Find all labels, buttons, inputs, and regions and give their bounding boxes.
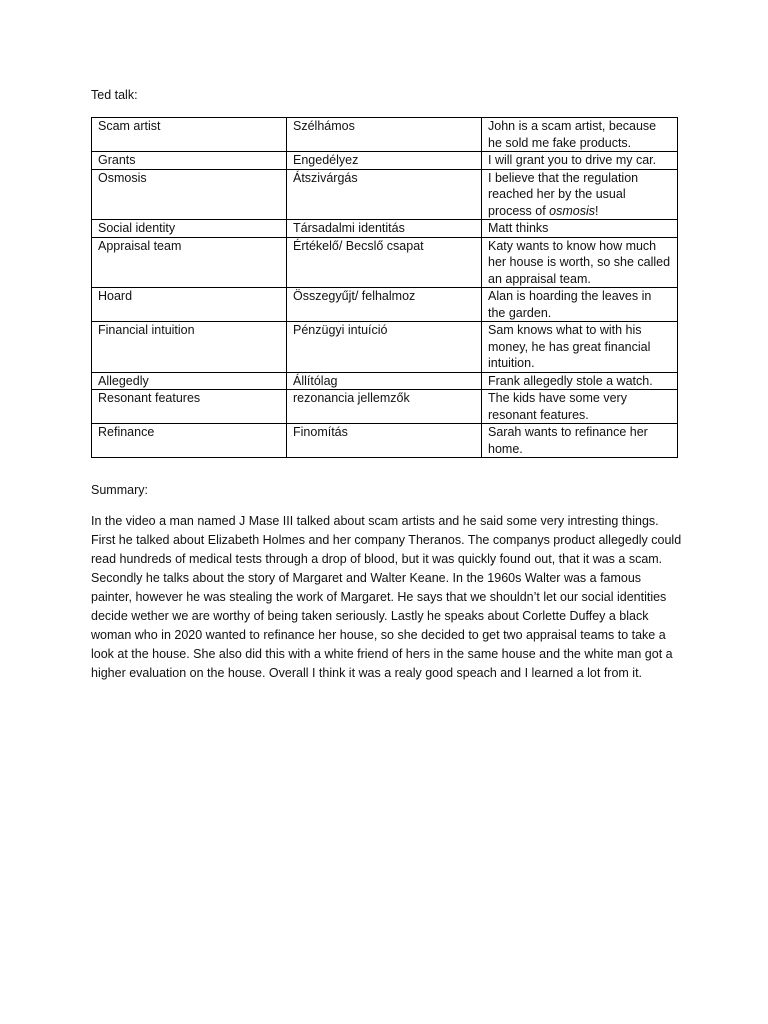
example-sentence: Frank allegedly stole a watch. bbox=[482, 372, 678, 390]
english-term: Allegedly bbox=[92, 372, 287, 390]
hungarian-term: Pénzügyi intuíció bbox=[287, 322, 482, 373]
hungarian-term: Finomítás bbox=[287, 424, 482, 458]
english-term: Appraisal team bbox=[92, 237, 287, 288]
example-sentence: Alan is hoarding the leaves in the garden. bbox=[482, 288, 678, 322]
example-sentence: I believe that the regulation reached her by the usual process of osmosis! bbox=[482, 169, 678, 220]
english-term: Social identity bbox=[92, 220, 287, 238]
table-row bbox=[92, 237, 678, 288]
english-term: Refinance bbox=[92, 424, 287, 458]
vocabulary-table bbox=[91, 117, 678, 458]
english-term: Hoard bbox=[92, 288, 287, 322]
hungarian-term: Társadalmi identitás bbox=[287, 220, 482, 238]
english-term: Resonant features bbox=[92, 390, 287, 424]
table-row bbox=[92, 288, 678, 322]
example-sentence: Sarah wants to refinance her home. bbox=[482, 424, 678, 458]
hungarian-term: Átszivárgás bbox=[287, 169, 482, 220]
english-term: Scam artist bbox=[92, 118, 287, 152]
example-sentence: Katy wants to know how much her house is worth, so she called an appraisal team. bbox=[482, 237, 678, 288]
table-row bbox=[92, 424, 678, 458]
hungarian-term: rezonancia jellemzők bbox=[287, 390, 482, 424]
hungarian-term: Engedélyez bbox=[287, 152, 482, 170]
table-row bbox=[92, 322, 678, 373]
table-row bbox=[92, 390, 678, 424]
example-sentence: Sam knows what to with his money, he has great financial intuition. bbox=[482, 322, 678, 373]
english-term: Osmosis bbox=[92, 169, 287, 220]
hungarian-term: Értékelő/ Becslő csapat bbox=[287, 237, 482, 288]
english-term: Financial intuition bbox=[92, 322, 287, 373]
summary-title: Summary: bbox=[91, 483, 148, 497]
hungarian-term: Állítólag bbox=[287, 372, 482, 390]
table-row bbox=[92, 118, 678, 152]
example-sentence: I will grant you to drive my car. bbox=[482, 152, 678, 170]
table-row bbox=[92, 372, 678, 390]
hungarian-term: Összegyűjt/ felhalmoz bbox=[287, 288, 482, 322]
summary-paragraph: In the video a man named J Mase III talked about scam artists and he said some very intresting things. First he talked about Elizabeth Holmes and her company Theranos. The companys product allegedly could read hundreds of medical tests through a drop of blood, but it was quickly found out, that it was a scam. Secondly he talks about the story of Margaret and Walter Keane. In the 1960s Walter was a famous painter, however he was stealing the work of Margaret. He says that we shouldn’t let our social identities decide wether we are worthy of being taken seriously. Lastly he speaks about Corlette Duffey a black woman who in 2020 wanted to refinance her house, so she decided to get two appraisal teams to take a look at the house. She also did this with a white friend of hers in the same house and the white man got a higher evaluation on the house. Overall I think it was a realy good speach and I learned a lot from it. bbox=[91, 514, 682, 680]
english-term: Grants bbox=[92, 152, 287, 170]
example-sentence: The kids have some very resonant features. bbox=[482, 390, 678, 424]
document-title: Ted talk: bbox=[91, 88, 138, 102]
example-sentence: John is a scam artist, because he sold me fake products. bbox=[482, 118, 678, 152]
table-row bbox=[92, 220, 678, 238]
hungarian-term: Szélhámos bbox=[287, 118, 482, 152]
table-row bbox=[92, 152, 678, 170]
example-sentence: Matt thinks bbox=[482, 220, 678, 238]
table-row bbox=[92, 169, 678, 220]
